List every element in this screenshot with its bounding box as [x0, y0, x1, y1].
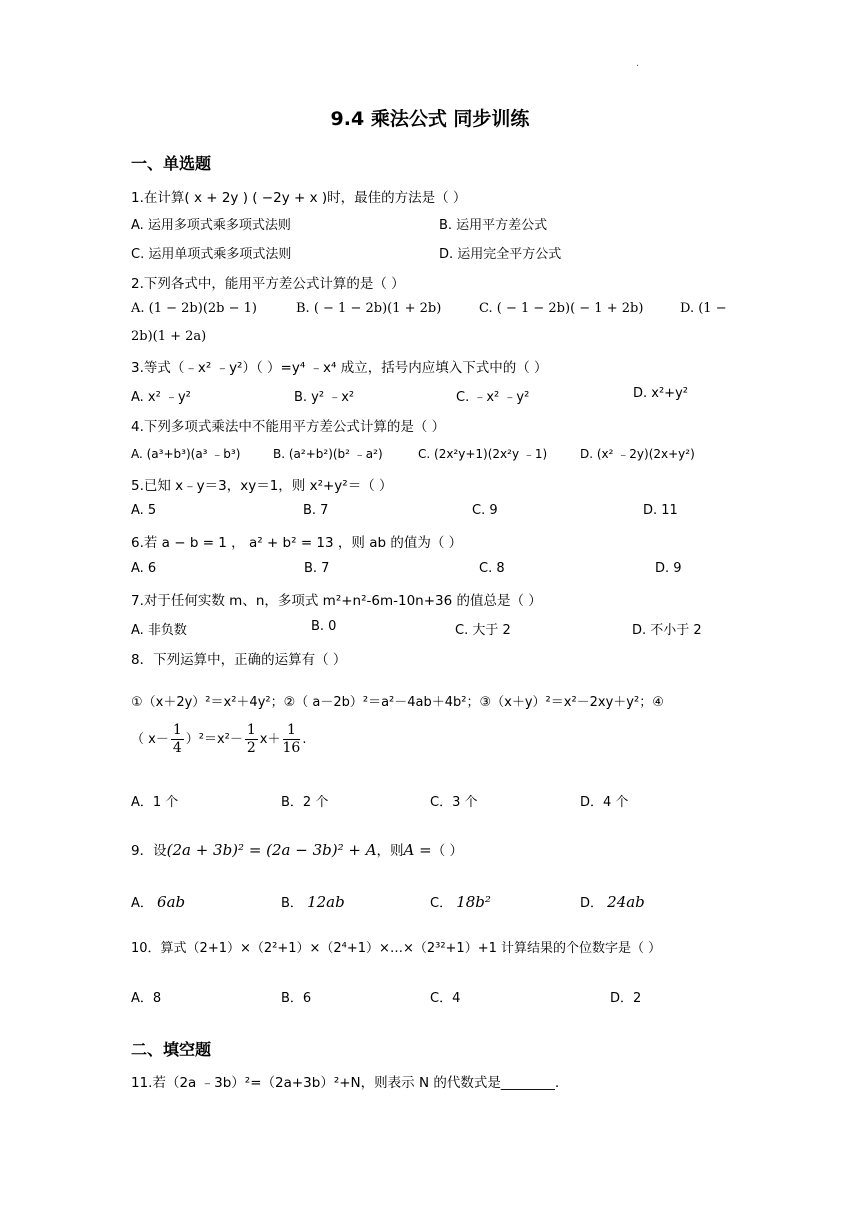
statement-4-end: . [302, 732, 307, 747]
statement-4-mid: ）²＝x²－ [185, 732, 243, 747]
question-6-option-a: A. 6 [131, 561, 157, 576]
fraction-one-quarter: $\frac{1}{4}$ [172, 722, 182, 756]
question-8-statements-line-1: ①（x＋2y）²＝x²＋4y²；②（ a－2b）²＝a²－4ab＋4b²；③（x＋y）²＝x²－2xy＋y²；④ [131, 695, 664, 710]
fraction-one-sixteenth: $\frac{1}{16}$ [282, 722, 301, 756]
page-mark: . [636, 58, 640, 69]
question-11-stem: 11.若（2a ﹣3b）²=（2a+3b）²+N，则表示 N 的代数式是________. [131, 1075, 560, 1091]
question-2-option-a: A. (1 − 2b)(2b − 1) [131, 301, 257, 316]
question-4-option-c: C. (2x²y+1)(2x²y ﹣1) [418, 447, 548, 461]
document-title: 9.4 乘法公式 同步训练 [330, 108, 530, 130]
question-7-option-d: D. 不小于 2 [632, 623, 702, 638]
question-6-option-c: C. 8 [479, 561, 505, 576]
question-8-stem: 8．下列运算中，正确的运算有（ ） [131, 652, 347, 668]
question-3-option-c: C. ﹣x² ﹣y² [456, 390, 530, 405]
question-8-option-a: A．1 个 [131, 795, 179, 810]
question-3-stem: 3.等式（﹣x² ﹣y²）（ ）=y⁴ ﹣x⁴ 成立，括号内应填入下式中的（ ） [131, 360, 548, 376]
question-2-option-c: C. ( − 1 − 2b)( − 1 + 2b) [479, 301, 644, 316]
question-6-stem: 6.若 a − b = 1 ， a² + b² = 13 ，则 ab 的值为（ ） [131, 535, 463, 551]
question-10-option-c: C．4 [430, 991, 461, 1006]
question-9-equation: (2a + 3b)² = (2a − 3b)² + A [166, 841, 377, 859]
question-8-option-b: B．2 个 [281, 795, 329, 810]
question-10-option-a: A．8 [131, 991, 162, 1006]
question-10-option-b: B．6 [281, 991, 312, 1006]
question-2-option-d: D. (1 − [680, 301, 727, 316]
question-1-option-b: B. 运用平方差公式 [439, 218, 548, 233]
question-4-option-a: A. (a³+b³)(a³ ﹣b³) [131, 447, 241, 461]
question-9-stem: 9．设(2a + 3b)² = (2a − 3b)² + A，则A =（ ） [131, 841, 464, 859]
question-1-option-d: D. 运用完全平方公式 [439, 247, 562, 262]
question-3-option-a: A. x² ﹣y² [131, 390, 191, 405]
statement-4-mid2: x＋ [259, 732, 281, 747]
question-6-option-b: B. 7 [304, 561, 330, 576]
statement-4-start: （ x－ [131, 732, 169, 747]
question-1-stem: 1.在计算( x + 2y ) ( −2y + x )时，最佳的方法是（ ） [131, 190, 467, 206]
question-7-option-c: C. 大于 2 [455, 623, 511, 638]
question-2-option-d-continued: 2b)(1 + 2a) [131, 329, 207, 344]
question-7-stem: 7.对于任何实数 m、n，多项式 m²+n²-6m-10n+36 的值总是（ ） [131, 593, 542, 609]
question-3-option-d: D. x²+y² [633, 386, 688, 401]
question-2-stem: 2.下列各式中，能用平方差公式计算的是（ ） [131, 276, 405, 292]
question-4-stem: 4.下列多项式乘法中不能用平方差公式计算的是（ ） [131, 419, 446, 435]
section-heading-single-choice: 一、单选题 [131, 154, 212, 173]
question-8-option-d: D．4 个 [580, 795, 629, 810]
section-heading-fill-blank: 二、填空题 [131, 1040, 212, 1059]
question-9-variable: A = [403, 841, 432, 859]
question-4-option-d: D. (x² ﹣2y)(2x+y²) [580, 447, 695, 461]
question-9-option-c: C． 18b² [430, 893, 491, 911]
question-2-option-b: B. ( − 1 − 2b)(1 + 2b) [296, 301, 442, 316]
question-8-option-c: C．3 个 [430, 795, 478, 810]
question-5-option-c: C. 9 [472, 503, 498, 518]
question-9-option-d: D． 24ab [580, 893, 645, 911]
question-1-option-c: C. 运用单项式乘多项式法则 [131, 247, 292, 262]
question-9-option-a: A． 6ab [131, 893, 186, 911]
question-7-option-a: A. 非负数 [131, 623, 187, 638]
question-5-option-a: A. 5 [131, 503, 157, 518]
question-5-option-b: B. 7 [303, 503, 329, 518]
question-8-statement-4 [131, 722, 306, 757]
question-7-option-b: B. 0 [311, 619, 337, 634]
question-3-option-b: B. y² ﹣x² [294, 390, 355, 405]
question-9-option-b: B． 12ab [281, 893, 345, 911]
fraction-one-half: $\frac{1}{2}$ [246, 722, 256, 756]
question-5-stem: 5.已知 x﹣y＝3，xy＝1，则 x²+y²＝（ ） [131, 478, 393, 494]
question-1-option-a: A. 运用多项式乘多项式法则 [131, 218, 291, 233]
question-10-stem: 10．算式（2+1）×（2²+1）×（2⁴+1）×…×（2³²+1）+1 计算结果的个位数字是（ ） [131, 941, 662, 956]
question-6-option-d: D. 9 [655, 561, 682, 576]
question-5-option-d: D. 11 [643, 503, 678, 518]
question-10-option-d: D．2 [610, 991, 642, 1006]
question-4-option-b: B. (a²+b²)(b² ﹣a²) [273, 447, 383, 461]
